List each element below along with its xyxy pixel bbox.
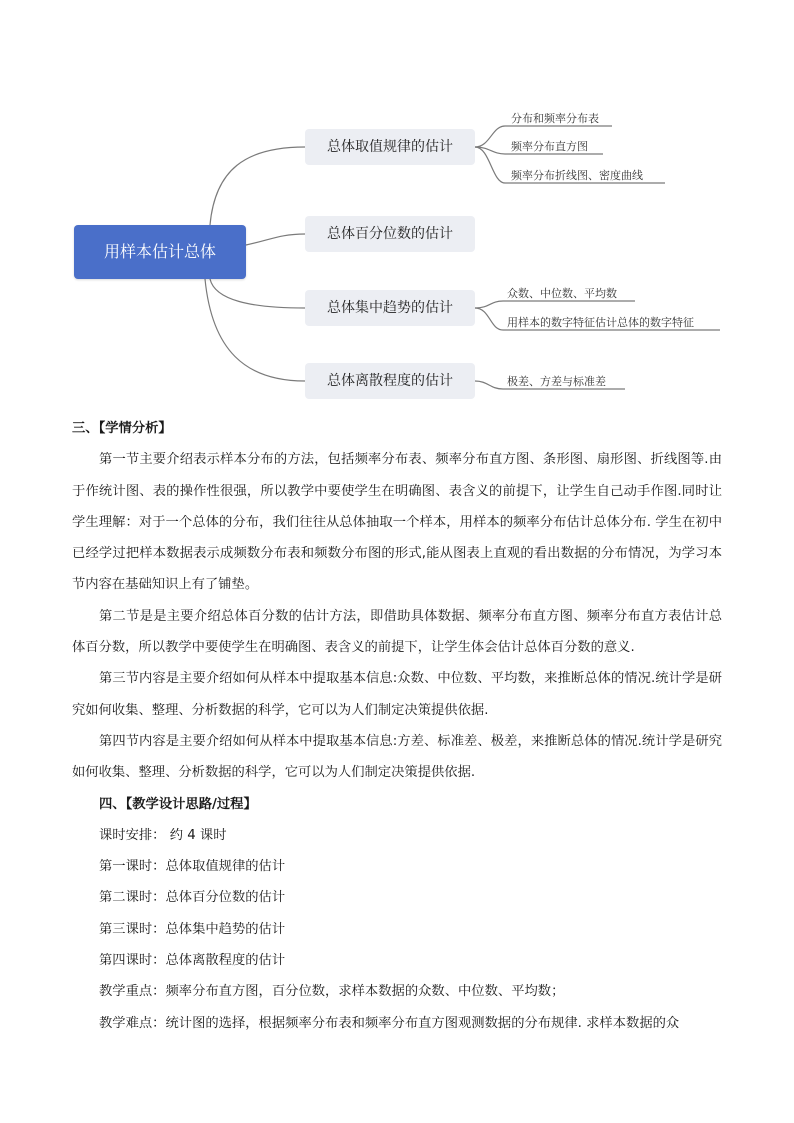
- lesson-3-line: 第三课时：总体集中趋势的估计: [99, 921, 286, 937]
- section-3-paragraph-3: 第三节内容是主要介绍如何从样本中提取基本信息:众数、中位数、平均数，来推断总体的情况.统计学是研究如何收集、整理、分析数据的科学，它可以为人们制定决策提供依据.: [72, 671, 722, 718]
- leaf-mode-median-mean: 众数、中位数、平均数: [507, 287, 617, 300]
- difficult-points-line: 教学难点：统计图的选择，根据频率分布表和频率分布直方图观测数据的分布规律. 求样本数据的众: [99, 1015, 680, 1031]
- mind-map-connectors: [0, 0, 794, 410]
- lesson-2-line: 第二课时：总体百分位数的估计: [99, 890, 286, 906]
- section-3-paragraph-4: 第四节内容是主要介绍如何从样本中提取基本信息:方差、标准差、极差，来推断总体的情况.统计学是研究如何收集、整理、分析数据的科学，它可以为人们制定决策提供依据.: [72, 733, 722, 781]
- key-points-line: 教学重点：频率分布直方图，百分位数，求样本数据的众数、中位数、平均数；: [99, 984, 565, 1000]
- branch-central-tendency: 总体集中趋势的估计: [305, 290, 475, 326]
- mind-map-root: 用样本估计总体: [74, 225, 246, 279]
- section-4-title: 四、【教学设计思路/过程】: [99, 796, 257, 812]
- section-3-paragraph-2: 第二节是是主要介绍总体百分数的估计方法，即借助具体数据、频率分布直方图、频率分布直方表估计总体百分数，所以教学中要使学生在明确图、表含义的前提下，让学生体会估计总体百分数的意义.: [72, 608, 722, 656]
- leaf-polyline-density: 频率分布折线图、密度曲线: [511, 169, 643, 182]
- lesson-4-line: 第四课时：总体离散程度的估计: [99, 953, 286, 969]
- branch-dispersion: 总体离散程度的估计: [305, 363, 475, 399]
- section-3-paragraph-1: 第一节主要介绍表示样本分布的方法，包括频率分布表、频率分布直方图、条形图、扇形图、折线图等.由于作统计图、表的操作性很强，所以教学中要使学生在明确图、表含义的前提下，让学生自己动手作图.同时让学生理解：对于一个总体的分布，我们往往从总体抽取一个样本，用样本的频率分布估计总体分布. 学生在初中已经学过把样本数据表示成频数分布表和频数分布图的形式,能从图表上直观的看出数据的分布情况，为学习本节内容在基础知识上有了铺垫。: [72, 452, 722, 593]
- schedule-line: 课时安排： 约 4 课时: [99, 827, 227, 843]
- branch-population-distribution: 总体取值规律的估计: [305, 129, 475, 165]
- leaf-histogram: 频率分布直方图: [511, 140, 588, 153]
- connector-root-branch-2: [246, 234, 305, 245]
- connector-leaf-3-1: [475, 301, 635, 308]
- leaf-sample-features: 用样本的数字特征估计总体的数字特征: [507, 316, 694, 329]
- leaf-range-variance-sd: 极差、方差与标准差: [507, 375, 606, 388]
- branch-population-percentile: 总体百分位数的估计: [305, 216, 475, 252]
- document-body: [72, 413, 722, 1039]
- section-3-title: 三、【学情分析】: [72, 421, 172, 436]
- connector-root-branch-3: [210, 279, 305, 308]
- leaf-distribution-table: 分布和频率分布表: [511, 112, 599, 125]
- mind-map: [0, 0, 794, 410]
- lesson-1-line: 第一课时：总体取值规律的估计: [99, 859, 286, 875]
- connector-root-branch-4: [205, 279, 305, 381]
- connector-root-branch-1: [210, 147, 305, 225]
